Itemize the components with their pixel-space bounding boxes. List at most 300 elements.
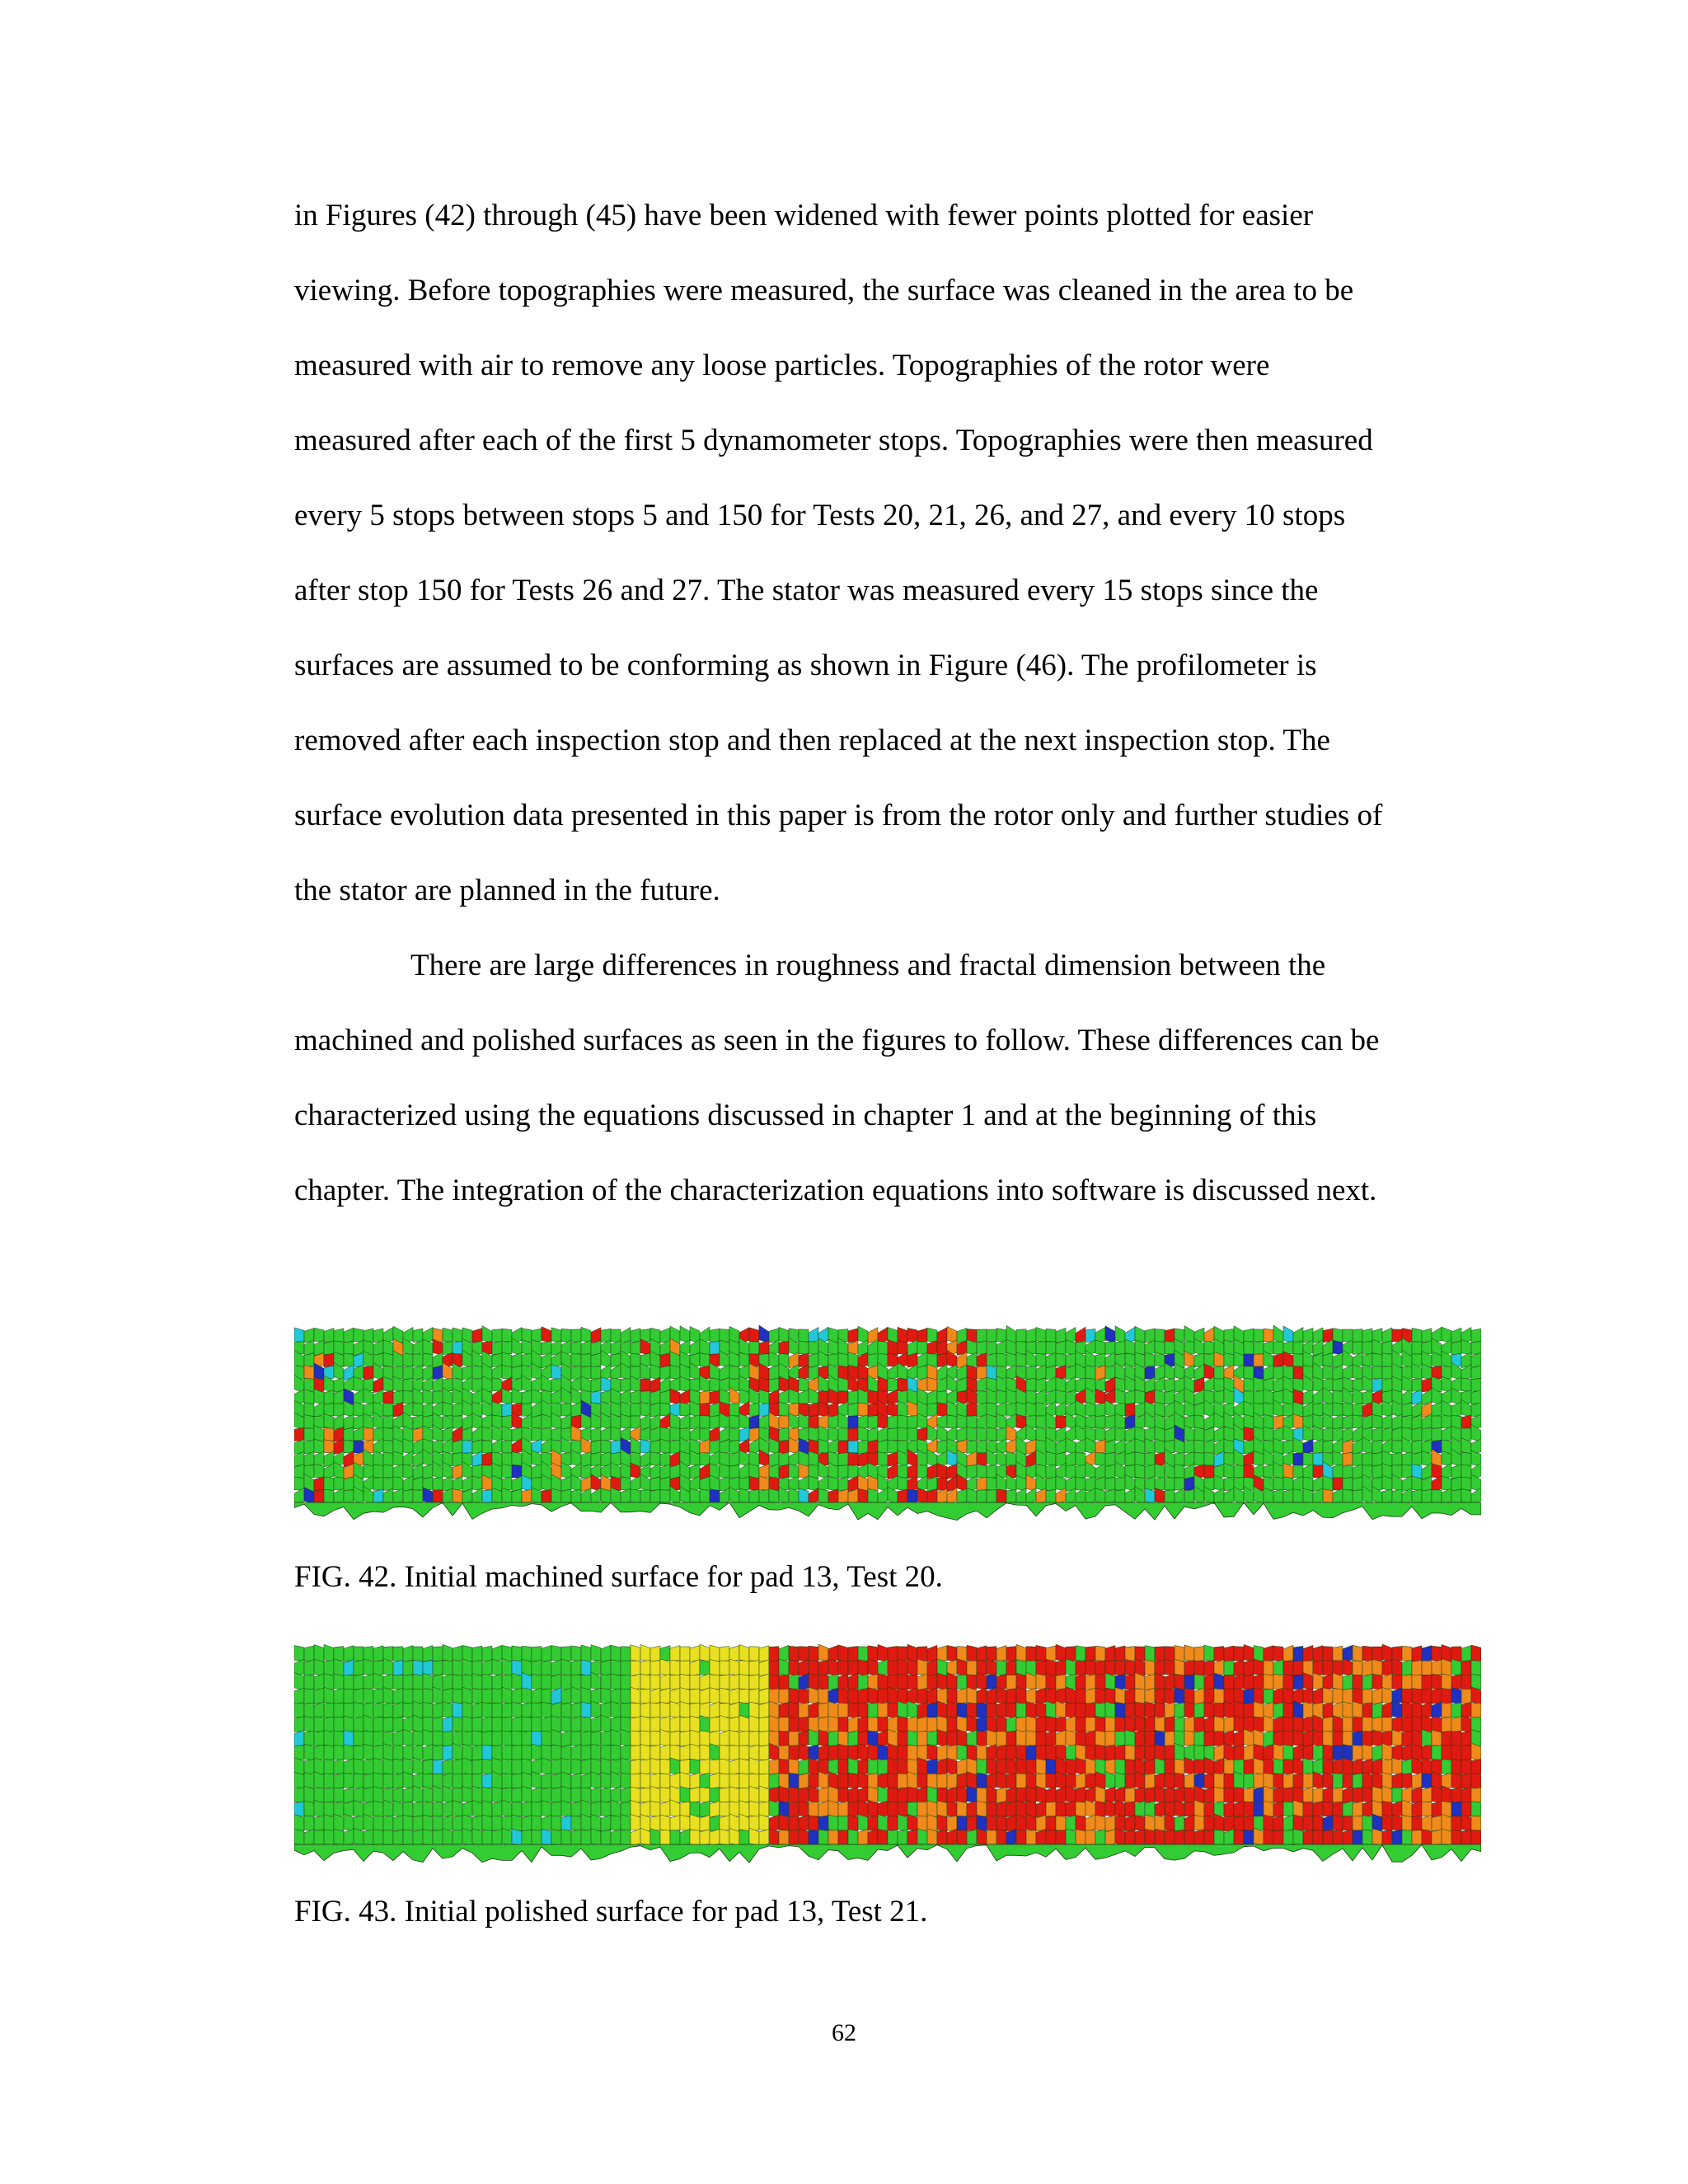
surface-cell	[403, 1830, 413, 1844]
surface-cell	[1461, 1814, 1471, 1831]
surface-cell	[947, 1829, 957, 1845]
surface-cell	[542, 1745, 551, 1760]
surface-cell	[542, 1327, 551, 1343]
surface-cell	[472, 1661, 482, 1675]
surface-cell	[1343, 1689, 1353, 1704]
surface-cell	[1442, 1427, 1451, 1441]
surface-cell	[383, 1478, 393, 1491]
surface-cell	[868, 1787, 878, 1803]
surface-cell	[591, 1672, 601, 1690]
surface-cell	[601, 1675, 611, 1690]
surface-cell	[868, 1354, 878, 1367]
surface-cell	[640, 1675, 650, 1690]
surface-cell	[324, 1814, 334, 1830]
surface-cell	[1333, 1802, 1343, 1816]
surface-cell	[1382, 1702, 1392, 1718]
surface-cell	[927, 1759, 937, 1774]
surface-cell	[304, 1415, 314, 1429]
surface-cell	[1066, 1438, 1076, 1455]
surface-cell	[1432, 1689, 1442, 1704]
surface-cell	[1362, 1830, 1372, 1845]
surface-cell	[967, 1465, 977, 1479]
surface-cell	[383, 1703, 393, 1718]
surface-cell	[739, 1645, 749, 1662]
surface-cell	[1353, 1403, 1362, 1416]
surface-cell	[1214, 1744, 1224, 1760]
surface-cell	[354, 1759, 363, 1774]
surface-cell	[789, 1464, 799, 1479]
surface-cell	[937, 1489, 947, 1504]
surface-cell	[779, 1702, 789, 1718]
surface-cell	[393, 1830, 403, 1845]
surface-cell	[1036, 1488, 1046, 1504]
surface-cell	[957, 1758, 967, 1774]
surface-cell	[848, 1352, 858, 1368]
surface-cell	[927, 1744, 937, 1760]
surface-cell	[532, 1688, 542, 1704]
surface-cell	[1264, 1716, 1273, 1732]
surface-cell	[858, 1703, 868, 1718]
surface-cell	[1016, 1730, 1026, 1746]
surface-cell	[561, 1816, 571, 1831]
surface-cell	[1175, 1716, 1184, 1732]
surface-cell	[660, 1427, 670, 1441]
surface-cell	[1214, 1830, 1224, 1844]
surface-cell	[1145, 1646, 1155, 1661]
surface-cell	[937, 1463, 947, 1479]
surface-cell	[917, 1689, 927, 1704]
surface-cell	[571, 1687, 581, 1704]
surface-cell	[1333, 1340, 1343, 1355]
surface-cell	[996, 1414, 1006, 1429]
surface-cell	[532, 1661, 542, 1675]
surface-cell	[1244, 1760, 1254, 1774]
surface-cell	[344, 1646, 354, 1662]
surface-cell	[799, 1353, 809, 1367]
surface-cell	[314, 1702, 324, 1718]
surface-cell	[917, 1674, 927, 1690]
surface-cell	[1244, 1729, 1254, 1746]
surface-cell	[1006, 1404, 1016, 1417]
surface-cell	[1056, 1746, 1066, 1760]
surface-cell	[512, 1661, 522, 1675]
surface-cell	[640, 1788, 650, 1802]
surface-cell	[611, 1329, 621, 1342]
surface-cell	[294, 1788, 304, 1802]
surface-cell	[907, 1675, 917, 1690]
surface-cell	[1224, 1477, 1234, 1491]
surface-cell	[1461, 1731, 1471, 1746]
surface-cell	[1214, 1647, 1224, 1661]
surface-cell	[680, 1760, 690, 1774]
surface-cell	[443, 1674, 452, 1690]
surface-cell	[631, 1489, 640, 1503]
surface-cell	[1244, 1745, 1254, 1760]
surface-cell	[1085, 1703, 1095, 1718]
surface-cell	[977, 1801, 987, 1816]
surface-cell	[561, 1476, 571, 1491]
surface-cell	[977, 1377, 987, 1392]
surface-cell	[1303, 1745, 1313, 1760]
surface-cell	[1125, 1339, 1135, 1355]
surface-cell	[907, 1329, 917, 1343]
surface-cell	[888, 1401, 898, 1418]
surface-cell	[1155, 1464, 1165, 1479]
surface-cell	[809, 1403, 818, 1417]
surface-cell	[1085, 1647, 1095, 1661]
surface-cell	[1422, 1329, 1432, 1343]
surface-cell	[502, 1759, 512, 1774]
surface-cell	[710, 1743, 720, 1760]
surface-cell	[848, 1390, 858, 1404]
surface-cell	[1442, 1416, 1451, 1429]
surface-cell	[720, 1730, 729, 1746]
surface-cell	[482, 1452, 492, 1466]
surface-cell	[1125, 1390, 1135, 1404]
surface-cell	[1412, 1688, 1422, 1704]
surface-cell	[482, 1759, 492, 1774]
surface-cell	[1254, 1816, 1264, 1830]
surface-cell	[1056, 1401, 1066, 1418]
surface-cell	[532, 1787, 542, 1803]
surface-cell	[739, 1774, 749, 1788]
surface-cell	[749, 1675, 759, 1690]
surface-cell	[670, 1413, 680, 1430]
surface-cell	[1362, 1689, 1372, 1704]
surface-cell	[1451, 1716, 1461, 1732]
surface-cell	[542, 1489, 551, 1502]
surface-cell	[1442, 1717, 1451, 1732]
surface-cell	[1451, 1647, 1461, 1661]
surface-cell	[1125, 1703, 1135, 1718]
surface-cell	[1333, 1774, 1343, 1788]
surface-cell	[1432, 1428, 1442, 1441]
surface-cell	[383, 1800, 393, 1817]
surface-cell	[1234, 1730, 1244, 1746]
surface-cell	[581, 1718, 591, 1732]
surface-cell	[858, 1717, 868, 1732]
surface-cell	[917, 1829, 927, 1845]
surface-cell	[888, 1427, 898, 1441]
surface-cell	[631, 1661, 640, 1675]
surface-cell	[1382, 1760, 1392, 1774]
surface-cell	[1076, 1465, 1085, 1479]
surface-cell	[363, 1731, 373, 1746]
surface-cell	[492, 1674, 502, 1690]
surface-cell	[304, 1366, 314, 1380]
surface-cell	[1412, 1675, 1422, 1689]
surface-cell	[888, 1830, 898, 1844]
surface-cell	[1016, 1660, 1026, 1675]
surface-cell	[1333, 1661, 1343, 1675]
surface-cell	[601, 1488, 611, 1502]
surface-cell	[1115, 1745, 1125, 1760]
surface-cell	[917, 1488, 927, 1503]
surface-cell	[1471, 1830, 1481, 1845]
surface-cell	[1362, 1772, 1372, 1788]
surface-cell	[1392, 1788, 1402, 1802]
surface-cell	[532, 1731, 542, 1746]
surface-cell	[492, 1802, 502, 1817]
surface-cell	[502, 1745, 512, 1760]
surface-cell	[868, 1416, 878, 1429]
surface-cell	[759, 1815, 769, 1831]
surface-cell	[1184, 1757, 1194, 1774]
surface-cell	[1244, 1787, 1254, 1802]
surface-cell	[977, 1745, 987, 1760]
surface-cell	[967, 1441, 977, 1454]
surface-cell	[492, 1402, 502, 1418]
surface-cell	[749, 1828, 759, 1845]
surface-cell	[1224, 1815, 1234, 1831]
surface-cell	[1353, 1661, 1362, 1675]
surface-cell	[1046, 1465, 1056, 1479]
surface-cell	[561, 1647, 571, 1661]
surface-cell	[858, 1743, 868, 1760]
surface-cell	[621, 1661, 631, 1675]
surface-cell	[640, 1391, 650, 1404]
surface-cell	[1303, 1645, 1313, 1661]
surface-cell	[423, 1786, 433, 1803]
surface-cell	[1204, 1801, 1214, 1817]
surface-cell	[472, 1786, 482, 1803]
surface-cell	[987, 1658, 996, 1675]
surface-cell	[670, 1816, 680, 1831]
surface-cell	[363, 1366, 373, 1380]
surface-cell	[660, 1774, 670, 1788]
surface-cell	[413, 1490, 423, 1502]
surface-cell	[690, 1703, 700, 1718]
surface-cell	[1382, 1366, 1392, 1379]
surface-cell	[1264, 1389, 1273, 1404]
surface-cell	[1372, 1674, 1382, 1689]
surface-cell	[512, 1673, 522, 1690]
surface-cell	[640, 1490, 650, 1502]
surface-cell	[1046, 1802, 1056, 1816]
surface-cell	[1076, 1439, 1085, 1455]
surface-cell	[1076, 1758, 1085, 1775]
surface-cell	[1184, 1441, 1194, 1453]
surface-cell	[354, 1674, 363, 1690]
surface-cell	[848, 1731, 858, 1747]
surface-cell	[838, 1453, 848, 1466]
surface-cell	[344, 1353, 354, 1366]
surface-cell	[680, 1403, 690, 1417]
surface-cell	[1412, 1661, 1422, 1675]
surface-cell	[1135, 1830, 1145, 1845]
surface-cell	[1194, 1746, 1204, 1760]
surface-cell	[1402, 1718, 1412, 1732]
surface-cell	[957, 1773, 967, 1788]
surface-cell	[1006, 1425, 1016, 1441]
surface-cell	[621, 1379, 631, 1391]
surface-cell	[423, 1774, 433, 1788]
surface-cell	[779, 1441, 789, 1453]
surface-cell	[690, 1660, 700, 1676]
surface-cell	[720, 1704, 729, 1718]
surface-cell	[720, 1774, 729, 1788]
surface-cell	[383, 1774, 393, 1788]
surface-cell	[1115, 1490, 1125, 1503]
surface-cell	[848, 1452, 858, 1465]
surface-cell	[937, 1759, 947, 1775]
surface-cell	[551, 1674, 561, 1690]
surface-cell	[670, 1366, 680, 1380]
surface-cell	[670, 1717, 680, 1732]
surface-cell	[314, 1477, 324, 1491]
surface-cell	[334, 1659, 344, 1676]
surface-cell	[1343, 1774, 1353, 1788]
surface-cell	[729, 1452, 739, 1467]
surface-cell	[591, 1488, 601, 1505]
surface-cell	[393, 1746, 403, 1760]
figure-43-caption: FIG. 43. Initial polished surface for pad 13, Test 21.	[294, 1895, 928, 1929]
surface-cell	[1343, 1732, 1353, 1746]
surface-cell	[749, 1689, 759, 1704]
surface-cell	[403, 1489, 413, 1502]
surface-cell	[977, 1703, 987, 1718]
surface-cell	[700, 1788, 710, 1802]
surface-cell	[759, 1830, 769, 1845]
surface-cell	[383, 1428, 393, 1441]
surface-cell	[838, 1816, 848, 1830]
surface-cell	[522, 1786, 532, 1802]
surface-cell	[324, 1644, 334, 1661]
surface-cell	[996, 1703, 1006, 1718]
surface-cell	[987, 1490, 996, 1503]
surface-cell	[522, 1703, 532, 1718]
surface-cell	[551, 1702, 561, 1718]
surface-cell	[1214, 1379, 1224, 1391]
surface-cell	[294, 1745, 304, 1760]
surface-cell	[1046, 1774, 1056, 1788]
surface-cell	[482, 1787, 492, 1802]
surface-cell	[739, 1703, 749, 1718]
surface-cell	[809, 1451, 818, 1466]
surface-cell	[1313, 1746, 1323, 1760]
surface-cell	[324, 1788, 334, 1803]
surface-cell	[1273, 1674, 1283, 1690]
surface-cell	[888, 1773, 898, 1788]
surface-cell	[1353, 1774, 1362, 1788]
surface-cell	[937, 1391, 947, 1404]
surface-cell	[1422, 1802, 1432, 1816]
surface-cell	[947, 1401, 957, 1417]
surface-cell	[1046, 1352, 1056, 1368]
surface-cell	[917, 1366, 927, 1380]
surface-cell	[967, 1786, 977, 1803]
surface-cell	[1442, 1689, 1451, 1704]
surface-cell	[433, 1717, 443, 1732]
surface-cell	[1066, 1647, 1076, 1661]
surface-cell	[888, 1646, 898, 1661]
surface-cell	[1372, 1452, 1382, 1465]
surface-cell	[977, 1788, 987, 1802]
text-line: viewing. Before topographies were measured, the surface was cleaned in the area to be	[294, 274, 1354, 307]
surface-cell	[1471, 1353, 1481, 1368]
surface-cell	[1254, 1758, 1264, 1774]
surface-cell	[1056, 1787, 1066, 1803]
surface-cell	[680, 1731, 690, 1746]
surface-cell	[1273, 1489, 1283, 1503]
surface-cell	[996, 1390, 1006, 1404]
surface-cell	[749, 1476, 759, 1491]
surface-cell	[1422, 1729, 1432, 1746]
surface-cell	[621, 1773, 631, 1788]
surface-cell	[779, 1746, 789, 1760]
surface-cell	[1333, 1451, 1343, 1466]
surface-cell	[937, 1716, 947, 1732]
surface-cell	[907, 1830, 917, 1845]
surface-cell	[888, 1440, 898, 1453]
surface-cell	[354, 1441, 363, 1453]
surface-cell	[581, 1760, 591, 1774]
surface-cell	[1422, 1675, 1432, 1690]
surface-cell	[1293, 1366, 1303, 1380]
surface-cell	[581, 1327, 591, 1343]
surface-cell	[838, 1788, 848, 1802]
surface-cell	[670, 1441, 680, 1454]
surface-cell	[1016, 1402, 1026, 1416]
surface-cell	[650, 1477, 660, 1491]
surface-cell	[1333, 1759, 1343, 1774]
surface-cell	[1293, 1716, 1303, 1732]
surface-cell	[848, 1774, 858, 1788]
surface-cell	[354, 1647, 363, 1661]
surface-cell	[1353, 1364, 1362, 1380]
surface-cell	[1125, 1745, 1135, 1760]
surface-cell	[789, 1688, 799, 1704]
surface-cell	[512, 1489, 522, 1503]
surface-cell	[710, 1688, 720, 1704]
surface-cell	[1046, 1451, 1056, 1465]
surface-cell	[1095, 1815, 1105, 1830]
surface-cell	[314, 1659, 324, 1675]
surface-cell	[1076, 1646, 1085, 1661]
surface-cell	[1135, 1816, 1145, 1831]
surface-cell	[1451, 1464, 1461, 1479]
surface-cell	[1085, 1758, 1095, 1774]
surface-cell	[967, 1427, 977, 1441]
surface-cell	[1412, 1816, 1422, 1830]
surface-cell	[1085, 1674, 1095, 1690]
surface-cell	[423, 1729, 433, 1746]
surface-cell	[304, 1646, 314, 1661]
surface-cell	[452, 1403, 462, 1417]
surface-cell	[947, 1415, 957, 1428]
surface-cell	[1165, 1760, 1175, 1774]
surface-cell	[1362, 1703, 1372, 1718]
surface-cell	[779, 1416, 789, 1428]
surface-cell	[1382, 1786, 1392, 1803]
surface-cell	[492, 1732, 502, 1746]
text-line: machined and polished surfaces as seen in the figures to follow. These differences can be	[294, 1024, 1380, 1057]
surface-cell	[1016, 1687, 1026, 1704]
surface-cell	[1125, 1488, 1135, 1504]
surface-cell	[828, 1801, 838, 1817]
surface-cell	[1234, 1760, 1244, 1774]
surface-cell	[720, 1788, 729, 1802]
surface-cell	[542, 1689, 551, 1703]
surface-cell	[1303, 1830, 1313, 1844]
surface-cell	[1323, 1815, 1333, 1831]
surface-cell	[1313, 1815, 1323, 1830]
surface-cell	[532, 1816, 542, 1830]
surface-cell	[1293, 1829, 1303, 1844]
surface-cell	[818, 1730, 828, 1746]
surface-cell	[838, 1660, 848, 1675]
surface-cell	[937, 1403, 947, 1417]
